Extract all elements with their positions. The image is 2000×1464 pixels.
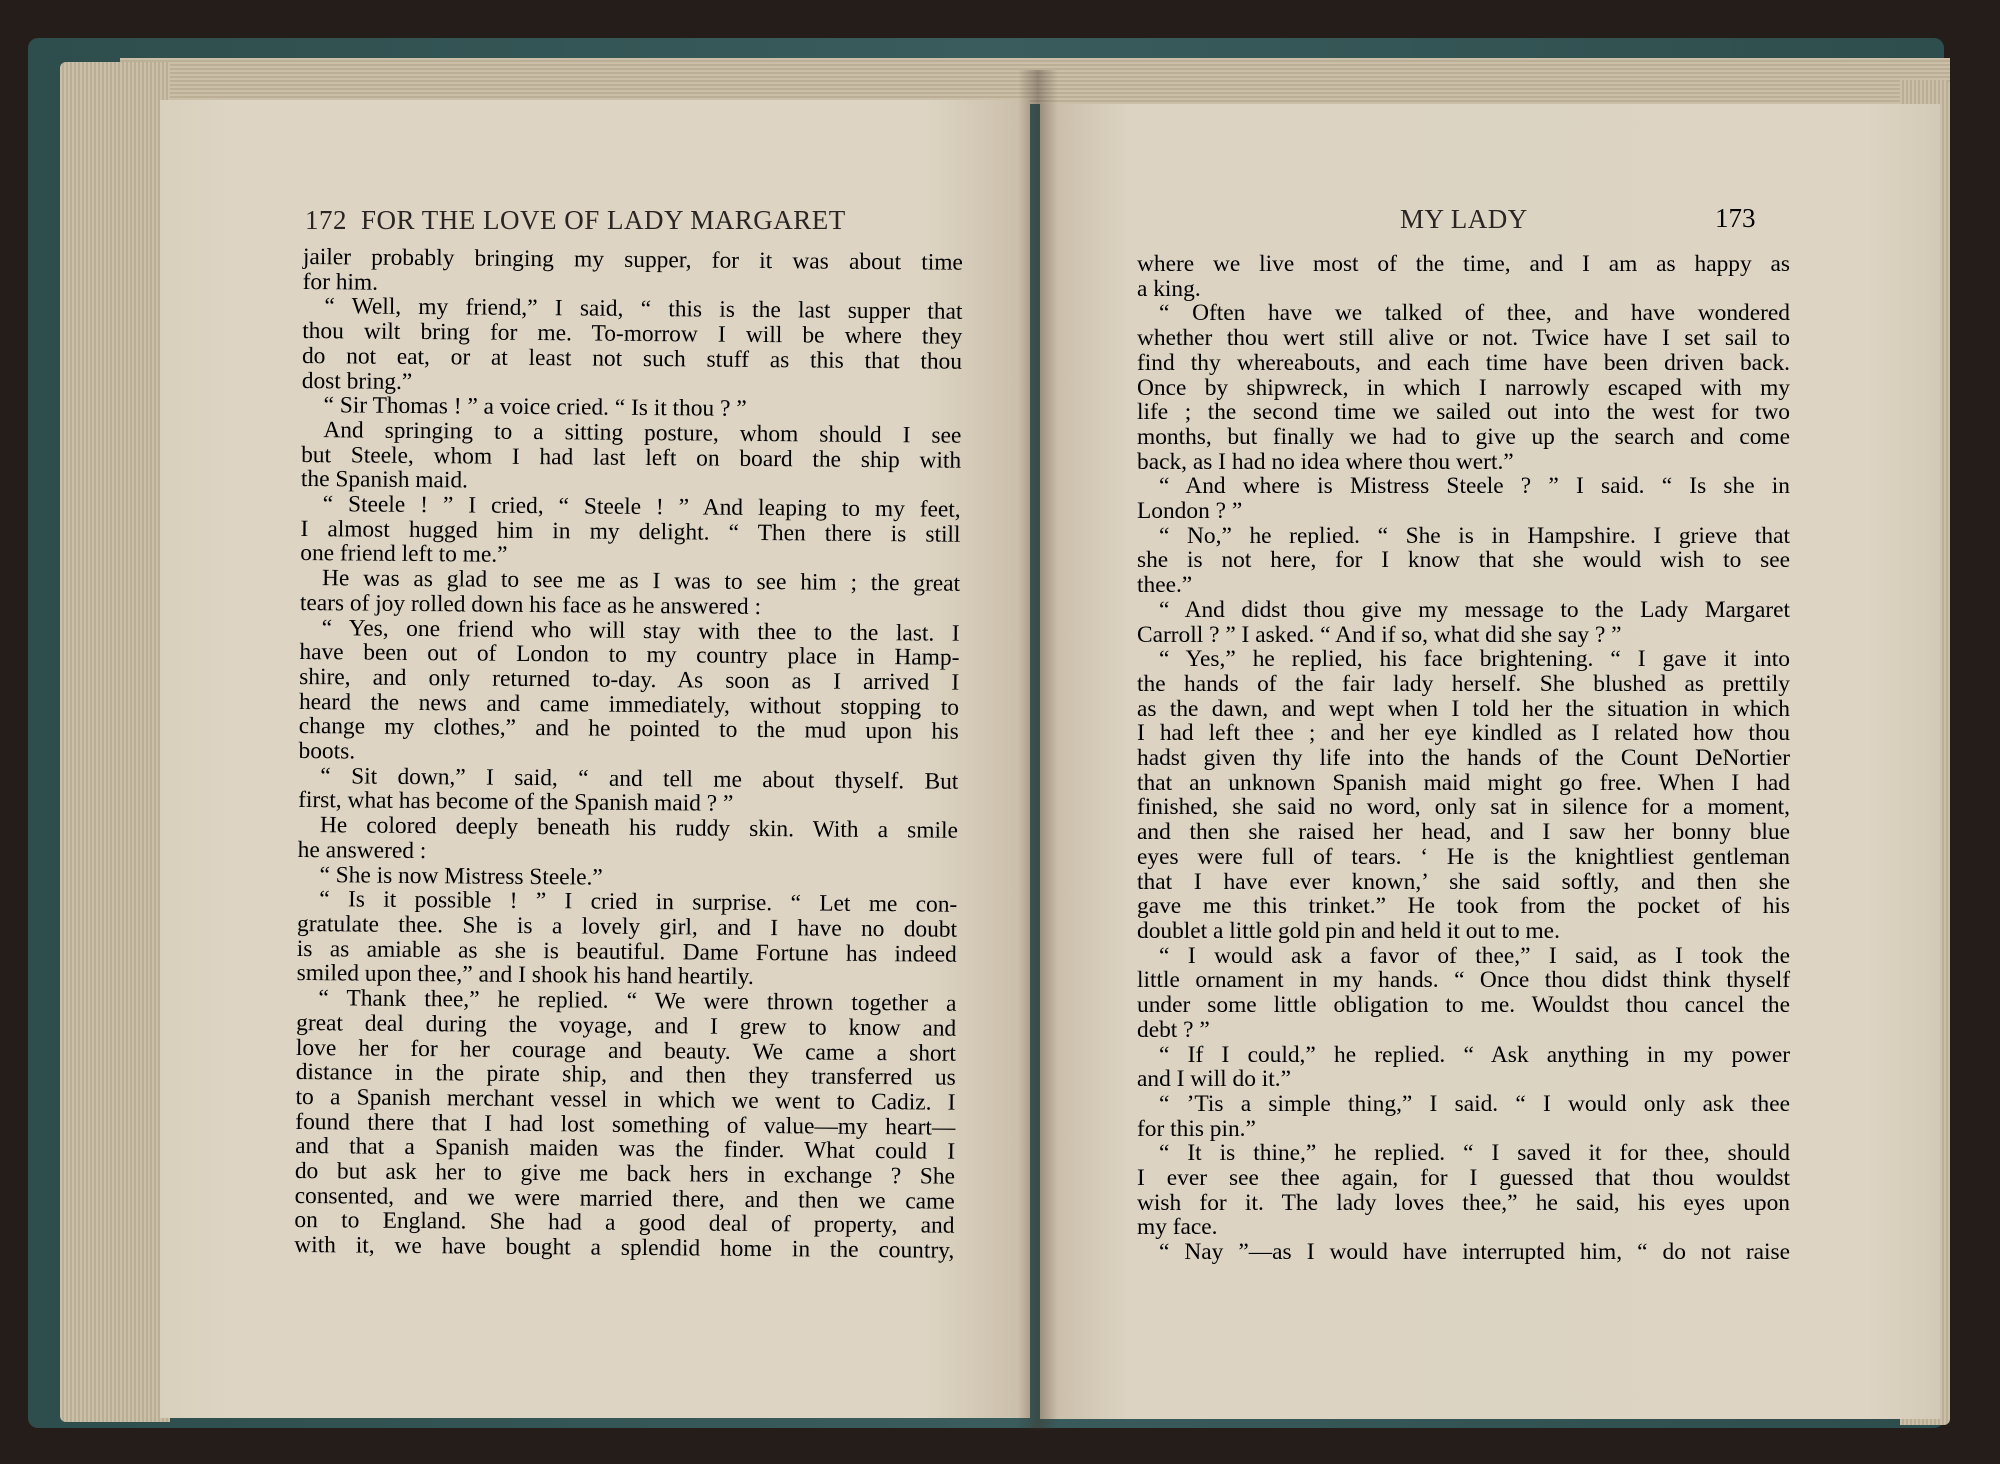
text-line: love her for her courage and beauty. We came a short <box>295 1034 957 1067</box>
text-line: debt ? ” <box>1137 1016 1210 1043</box>
text-line: “ If I could,” he replied. “ Ask anything in my power <box>1159 1041 1790 1068</box>
text-line: He was as glad to see me as I was to see him ; the great <box>321 565 961 597</box>
text-line: first, what has become of the Spanish maid ? ” <box>298 787 734 818</box>
text-line: “ ’Tis a simple thing,” I said. “ I would only ask thee <box>1159 1090 1790 1117</box>
text-line: eyes were full of tears. ‘ He is the knightliest gentleman <box>1137 843 1790 870</box>
text-line: one friend left to me.” <box>300 540 508 569</box>
text-line: “ Yes,” he replied, his face brightening. “ I gave it into <box>1159 646 1790 673</box>
text-line: great deal during the voyage, and I grew to know and <box>296 1009 957 1042</box>
text-line: she is not here, for I know that she would wish to see <box>1137 547 1790 574</box>
text-line: finished, she said no word, only sat in silence for a moment, <box>1137 794 1790 821</box>
text-line: for this pin.” <box>1137 1115 1256 1142</box>
text-line: hadst given thy life into the hands of the Count DeNortier <box>1137 745 1790 772</box>
text-line: “ And where is Mistress Steele ? ” I said. “ Is she in <box>1159 473 1790 500</box>
text-line: “ Yes, one friend who will stay with thee to the last. I <box>321 614 960 647</box>
text-line: doublet a little gold pin and held it out to me. <box>1137 917 1560 944</box>
text-line: and that a Spanish maiden was the finder. What could I <box>295 1133 956 1166</box>
text-line: London ? ” <box>1137 498 1243 525</box>
right-page-number: 173 <box>1715 203 1756 233</box>
text-line: tears of joy rolled down his face as he answered : <box>299 589 762 620</box>
left-running-head <box>305 205 846 236</box>
text-line: thou wilt bring for me. To-morrow I will be where they <box>302 318 963 350</box>
text-line: “ It is thine,” he replied. “ I saved it for thee, should <box>1159 1140 1790 1167</box>
text-line: do but ask her to give me back hers in exchange ? She <box>294 1157 956 1190</box>
text-line: found there that I had lost something of value—my heart— <box>295 1108 956 1141</box>
text-line: thee.” <box>1137 572 1193 599</box>
text-line: he answered : <box>297 836 427 864</box>
text-line: change my clothes,” and he pointed to the mud upon his <box>298 713 959 746</box>
text-line: I had left thee ; and her eye kindled as I related how thou <box>1137 720 1790 747</box>
right-page-text <box>1137 252 1790 1265</box>
book-gutter <box>1018 70 1058 1430</box>
text-line: wish for it. The lady loves thee,” he said, his eyes upon <box>1137 1189 1790 1216</box>
text-line: where we live most of the time, and I am as happy as <box>1137 251 1790 277</box>
text-line: gratulate thee. She is a lovely girl, and I have no doubt <box>296 910 958 943</box>
text-line: “ I would ask a favor of thee,” I said, as I took the <box>1159 942 1790 969</box>
text-line: distance in the pirate ship, and then they transferred us <box>295 1059 956 1091</box>
text-line: And springing to a sitting posture, whom should I see <box>323 417 962 449</box>
text-line: under some little obligation to me. Wouldst thou cancel the <box>1137 992 1790 1019</box>
text-line: a king. <box>1137 275 1201 302</box>
text-line: I ever see thee again, for I guessed that thou wouldst <box>1137 1165 1790 1192</box>
text-line: “ Nay ”—as I would have interrupted him, “ do not raise <box>1159 1239 1790 1266</box>
text-line: that I have ever known,’ she said softly, and then she <box>1137 868 1790 895</box>
text-line: “ Sir Thomas ! ” a voice cried. “ Is it thou ? ” <box>323 392 747 423</box>
text-line: to a Spanish merchant vessel in which we went to Cadiz. I <box>295 1083 956 1116</box>
text-line: whether thou wert still alive or not. Twice have I set sail to <box>1137 325 1790 352</box>
text-line: and I will do it.” <box>1137 1066 1291 1093</box>
text-line: have been out of London to my country place in Hamp- <box>299 639 960 671</box>
text-line: “ Well, my friend,” I said, “ this is the last supper that <box>324 293 963 326</box>
page-edges-left <box>60 62 170 1422</box>
text-line: shire, and only returned to-day. As soon as I arrived I <box>299 663 960 696</box>
text-line: boots. <box>298 738 356 765</box>
text-line: “ She is now Mistress Steele.” <box>319 861 603 891</box>
text-line: Carroll ? ” I asked. “ And if so, what did she say ? ” <box>1137 621 1622 648</box>
text-line: Once by shipwreck, in which I narrowly escaped with my <box>1137 374 1790 401</box>
left-page-number: 172 <box>305 205 347 235</box>
text-line: little ornament in my hands. “ Once thou didst think thyself <box>1137 967 1790 994</box>
left-running-head-title: FOR THE LOVE OF LADY MARGARET <box>361 205 846 235</box>
text-line: gave me this trinket.” He took from the pocket of his <box>1137 893 1790 920</box>
text-line: I almost hugged him in my delight. “ Then there is still <box>300 515 961 548</box>
text-line: “ No,” he replied. “ She is in Hampshire. I grieve that <box>1159 522 1790 549</box>
text-line: that an unknown Spanish maid might go free. When I had <box>1137 769 1790 796</box>
text-line: is as amiable as she is beautiful. Dame Fortune has indeed <box>296 935 957 968</box>
text-line: “ Often have we talked of thee, and have wondered <box>1159 300 1790 327</box>
text-line: heard the news and came immediately, without stopping to <box>298 688 960 721</box>
text-line: back, as I had no idea where thou wert.” <box>1137 448 1514 475</box>
text-line: with it, we have bought a splendid home in the country, <box>294 1232 955 1264</box>
text-line: the Spanish maid. <box>300 466 469 494</box>
text-line: on to England. She had a good deal of property, and <box>294 1207 955 1240</box>
text-line: my face. <box>1137 1214 1218 1241</box>
text-line: “ Thank thee,” he replied. “ We were thrown together a <box>318 985 957 1017</box>
text-line: do not eat, or at least not such stuff as this that thou <box>301 342 963 375</box>
text-line: find thy whereabouts, and each time have been driven back. <box>1137 349 1790 376</box>
text-line: but Steele, whom I had last left on board the ship with <box>301 441 962 474</box>
text-line: “ Steele ! ” I cried, “ Steele ! ” And leaping to my feet, <box>322 491 961 523</box>
text-line: consented, and we were married there, and then we came <box>294 1182 955 1215</box>
text-line: for him. <box>302 268 379 296</box>
text-line: the hands of the fair lady herself. She blushed as prettily <box>1137 670 1790 697</box>
text-line: “ Sit down,” I said, “ and tell me about thyself. But <box>320 762 959 795</box>
text-line: months, but finally we had to give up the search and come <box>1137 423 1790 450</box>
text-line: as the dawn, and wept when I told her the situation in which <box>1137 695 1790 722</box>
text-line: smiled upon thee,” and I shook his hand heartily. <box>296 960 754 991</box>
text-line: “ Is it possible ! ” I cried in surprise. “ Let me con- <box>319 886 958 919</box>
left-page-text <box>294 245 963 1264</box>
text-line: and then she raised her head, and I saw her bonny blue <box>1137 819 1790 846</box>
text-line: life ; the second time we sailed out into the west for two <box>1137 399 1790 426</box>
text-line: He colored deeply beneath his ruddy skin. With a smile <box>319 812 959 844</box>
text-line: jailer probably bringing my supper, for it was about time <box>302 244 963 276</box>
text-line: dost bring.” <box>301 367 413 395</box>
right-running-head: MY LADY <box>1400 204 1528 234</box>
text-line: “ And didst thou give my message to the Lady Margaret <box>1159 596 1790 623</box>
